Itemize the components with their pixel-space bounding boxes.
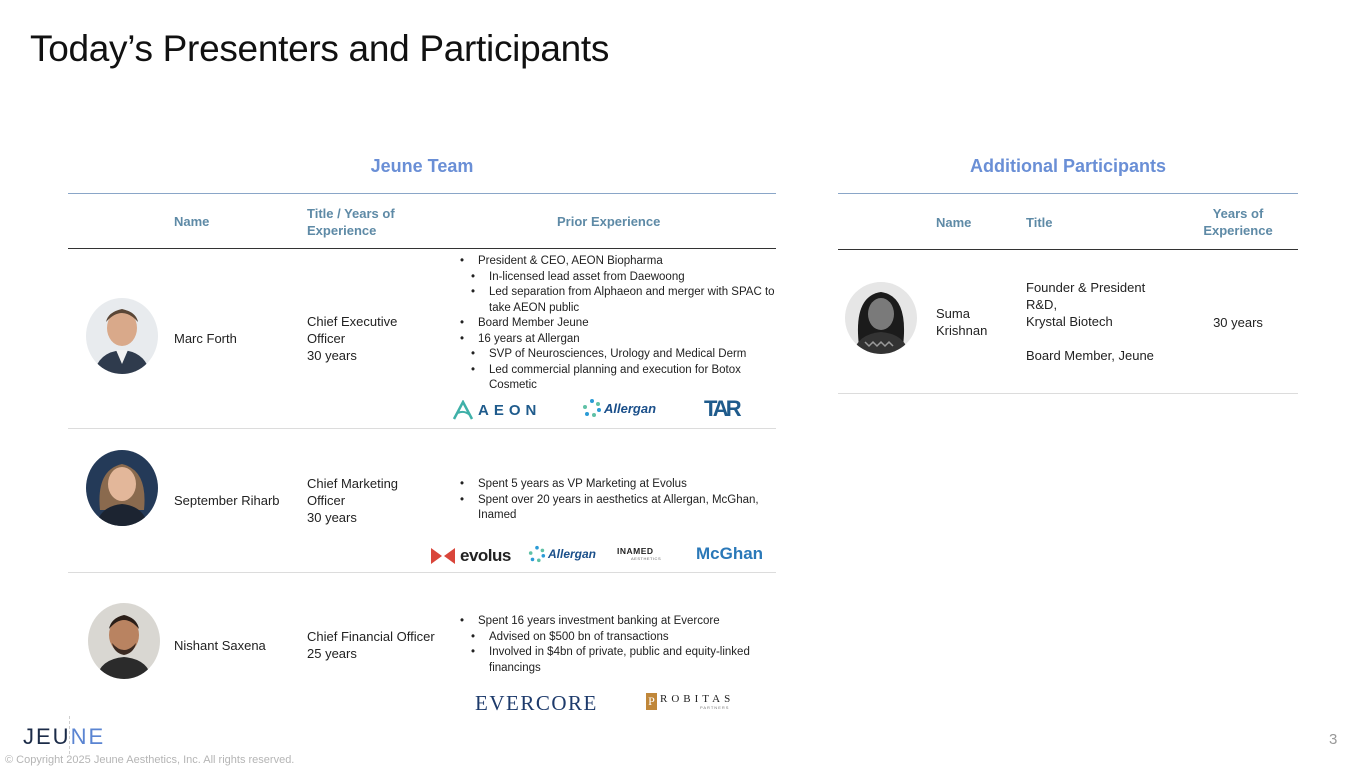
jeune-header-name: Name xyxy=(174,214,210,229)
list-item: • Spent 5 years as VP Marketing at Evolus xyxy=(458,477,778,493)
person-portrait-icon xyxy=(86,450,158,526)
person-portrait-icon xyxy=(86,298,158,374)
jeune-row-1-title: Chief Executive Officer 30 years xyxy=(307,314,398,363)
mcghan-logo: McGhan xyxy=(696,544,764,563)
jeune-team-title: Jeune Team xyxy=(370,156,474,176)
jeune-header-prior: Prior Experience xyxy=(557,214,661,229)
additional-participants-title: Additional Participants xyxy=(969,156,1167,176)
jeune-row-3-title: Chief Financial Officer 25 years xyxy=(307,629,435,661)
allergan-dots-icon xyxy=(582,398,602,418)
jeune-row-2-title: Chief Marketing Officer 30 years xyxy=(307,476,399,525)
aeon-logo: AEON xyxy=(452,399,541,421)
additional-header-name: Name xyxy=(936,215,972,230)
avatar-nishant-saxena xyxy=(88,603,160,679)
jeune-row-2-name: September Riharb xyxy=(174,493,280,508)
inamed-logo: INAMED AESTHETICS xyxy=(617,546,662,561)
evolus-mark-icon xyxy=(430,546,456,566)
additional-header-title: Title xyxy=(1026,215,1053,230)
allergan-logo: Allergan xyxy=(528,544,596,564)
tar-logo: TAR xyxy=(704,396,739,421)
list-item: • Led separation from Alphaeon and merger with SPAC to take AEON public xyxy=(458,285,778,316)
jeune-row-1-prior-list xyxy=(458,254,778,394)
jeune-team-top-rule xyxy=(68,193,776,194)
aeon-mark-icon xyxy=(452,400,474,420)
page-number: 3 xyxy=(1329,731,1338,748)
copyright-notice: © Copyright 2025 Jeune Aesthetics, Inc. All rights reserved. xyxy=(5,754,295,766)
footer-divider xyxy=(69,716,70,754)
probitas-logo: P ROBITAS PARTNERS xyxy=(646,691,734,711)
person-portrait-icon xyxy=(845,282,917,354)
additional-header-years: Years of Experience xyxy=(1203,206,1273,238)
row-divider xyxy=(68,428,776,429)
list-item: • Led commercial planning and execution for Botox Cosmetic xyxy=(458,363,778,394)
evercore-logo: EVERCORE xyxy=(475,690,598,715)
jeune-row-3-name: Nishant Saxena xyxy=(174,638,266,653)
person-portrait-icon xyxy=(88,603,160,679)
list-item: • Spent over 20 years in aesthetics at Allergan, McGhan, Inamed xyxy=(458,493,778,524)
avatar-suma-krishnan xyxy=(845,282,917,354)
allergan-logo: Allergan xyxy=(582,398,656,418)
allergan-dots-icon xyxy=(528,545,546,563)
jeune-logo: JEUNE xyxy=(23,724,106,749)
jeune-row-1-name: Marc Forth xyxy=(174,331,237,346)
list-item: • SVP of Neurosciences, Urology and Medical Derm xyxy=(458,347,778,363)
row-divider xyxy=(838,393,1298,394)
list-item: • President & CEO, AEON Biopharma xyxy=(458,254,778,270)
list-item: • Spent 16 years investment banking at Evercore xyxy=(458,614,778,630)
additional-header-rule xyxy=(838,249,1298,250)
additional-row-1-years: 30 years xyxy=(1213,315,1263,330)
list-item: • Board Member Jeune xyxy=(458,316,778,332)
additional-row-1-title: Founder & President R&D, Krystal Biotech Board Member, Jeune xyxy=(1026,280,1154,363)
jeune-row-3-prior-list xyxy=(458,614,778,676)
additional-top-rule xyxy=(838,193,1298,194)
evolus-logo: evolus xyxy=(430,545,511,567)
row-divider xyxy=(68,572,776,573)
jeune-header-rule xyxy=(68,248,776,249)
jeune-header-title: Title / Years of Experience xyxy=(307,206,395,238)
jeune-row-2-prior-list xyxy=(458,477,778,524)
list-item: • Advised on $500 bn of transactions xyxy=(458,630,778,646)
avatar-marc-forth xyxy=(86,298,158,374)
avatar-september-riharb xyxy=(86,450,158,526)
list-item: • 16 years at Allergan xyxy=(458,332,778,348)
additional-row-1-name: Suma Krishnan xyxy=(936,306,988,338)
list-item: • Involved in $4bn of private, public and equity-linked financings xyxy=(458,645,778,676)
page-title: Today’s Presenters and Participants xyxy=(30,28,610,69)
list-item: • In-licensed lead asset from Daewoong xyxy=(458,270,778,286)
